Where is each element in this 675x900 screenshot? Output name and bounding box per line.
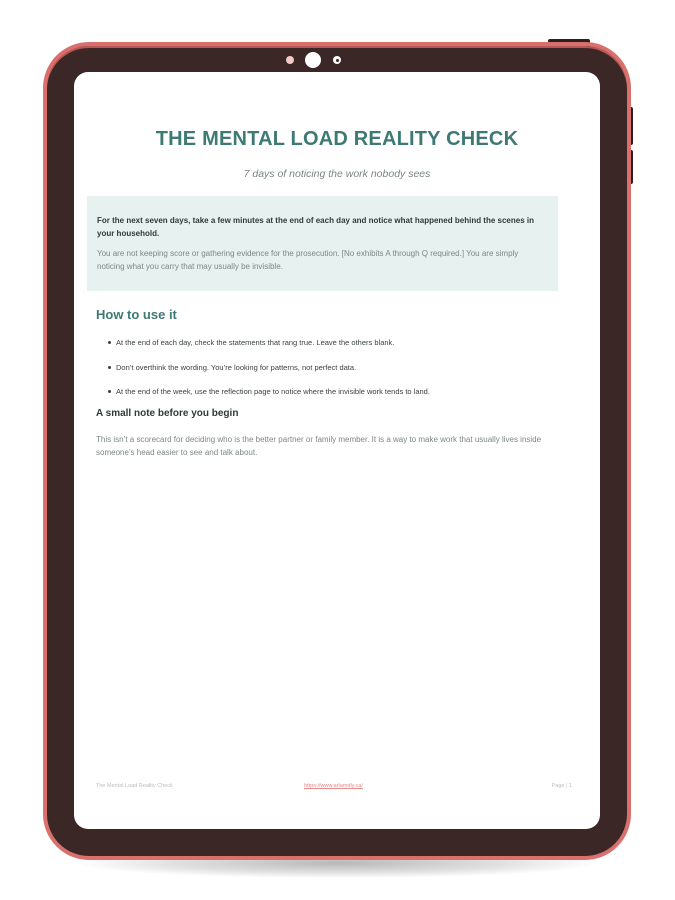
footer-page-number: Page | 1	[551, 783, 572, 789]
camera-lens-icon	[305, 52, 321, 68]
page-footer	[96, 783, 572, 793]
list-item-text: At the end of each day, check the statements that rang true. Leave the others blank.	[116, 338, 395, 347]
list-item	[108, 363, 558, 373]
note-heading: A small note before you begin	[96, 408, 239, 419]
camera-bar	[0, 48, 675, 72]
callout-body-text: You are not keeping score or gathering evidence for the prosecution. [No exhibits A through Q required.] You are simply noticing what you carry that may usually be invisible.	[97, 249, 519, 271]
footer-doc-title: The Mental Load Reality Check	[96, 783, 173, 789]
list-item	[108, 387, 558, 397]
callout-lead-text: For the next seven days, take a few minutes at the end of each day and notice what happened behind the scenes in your household.	[97, 216, 534, 238]
bullet-icon	[108, 341, 111, 344]
bullet-icon	[108, 390, 111, 393]
page-subtitle: 7 days of noticing the work nobody sees	[243, 168, 431, 180]
list-item-text: At the end of the week, use the reflection page to notice where the invisible work tends to land.	[116, 387, 430, 396]
page-title: THE MENTAL LOAD REALITY CHECK	[155, 128, 519, 150]
tablet-screen[interactable]	[74, 72, 600, 829]
bullet-icon	[108, 366, 111, 369]
note-body-text: This isn’t a scorecard for deciding who is the better partner or family member. It is a way to make work that usually lives inside someone’s head easier to see and talk about.	[96, 435, 542, 457]
how-to-use-heading: How to use it	[96, 307, 177, 322]
intro-callout	[87, 196, 558, 291]
camera-small-icon	[333, 56, 341, 64]
list-item	[108, 338, 558, 348]
footer-link[interactable]: https://www.arlamdly.ca/	[304, 783, 363, 789]
list-item-text: Don’t overthink the wording. You’re looking for patterns, not perfect data.	[116, 362, 357, 372]
sensor-dot-icon	[286, 56, 294, 64]
how-to-use-list	[108, 338, 558, 412]
